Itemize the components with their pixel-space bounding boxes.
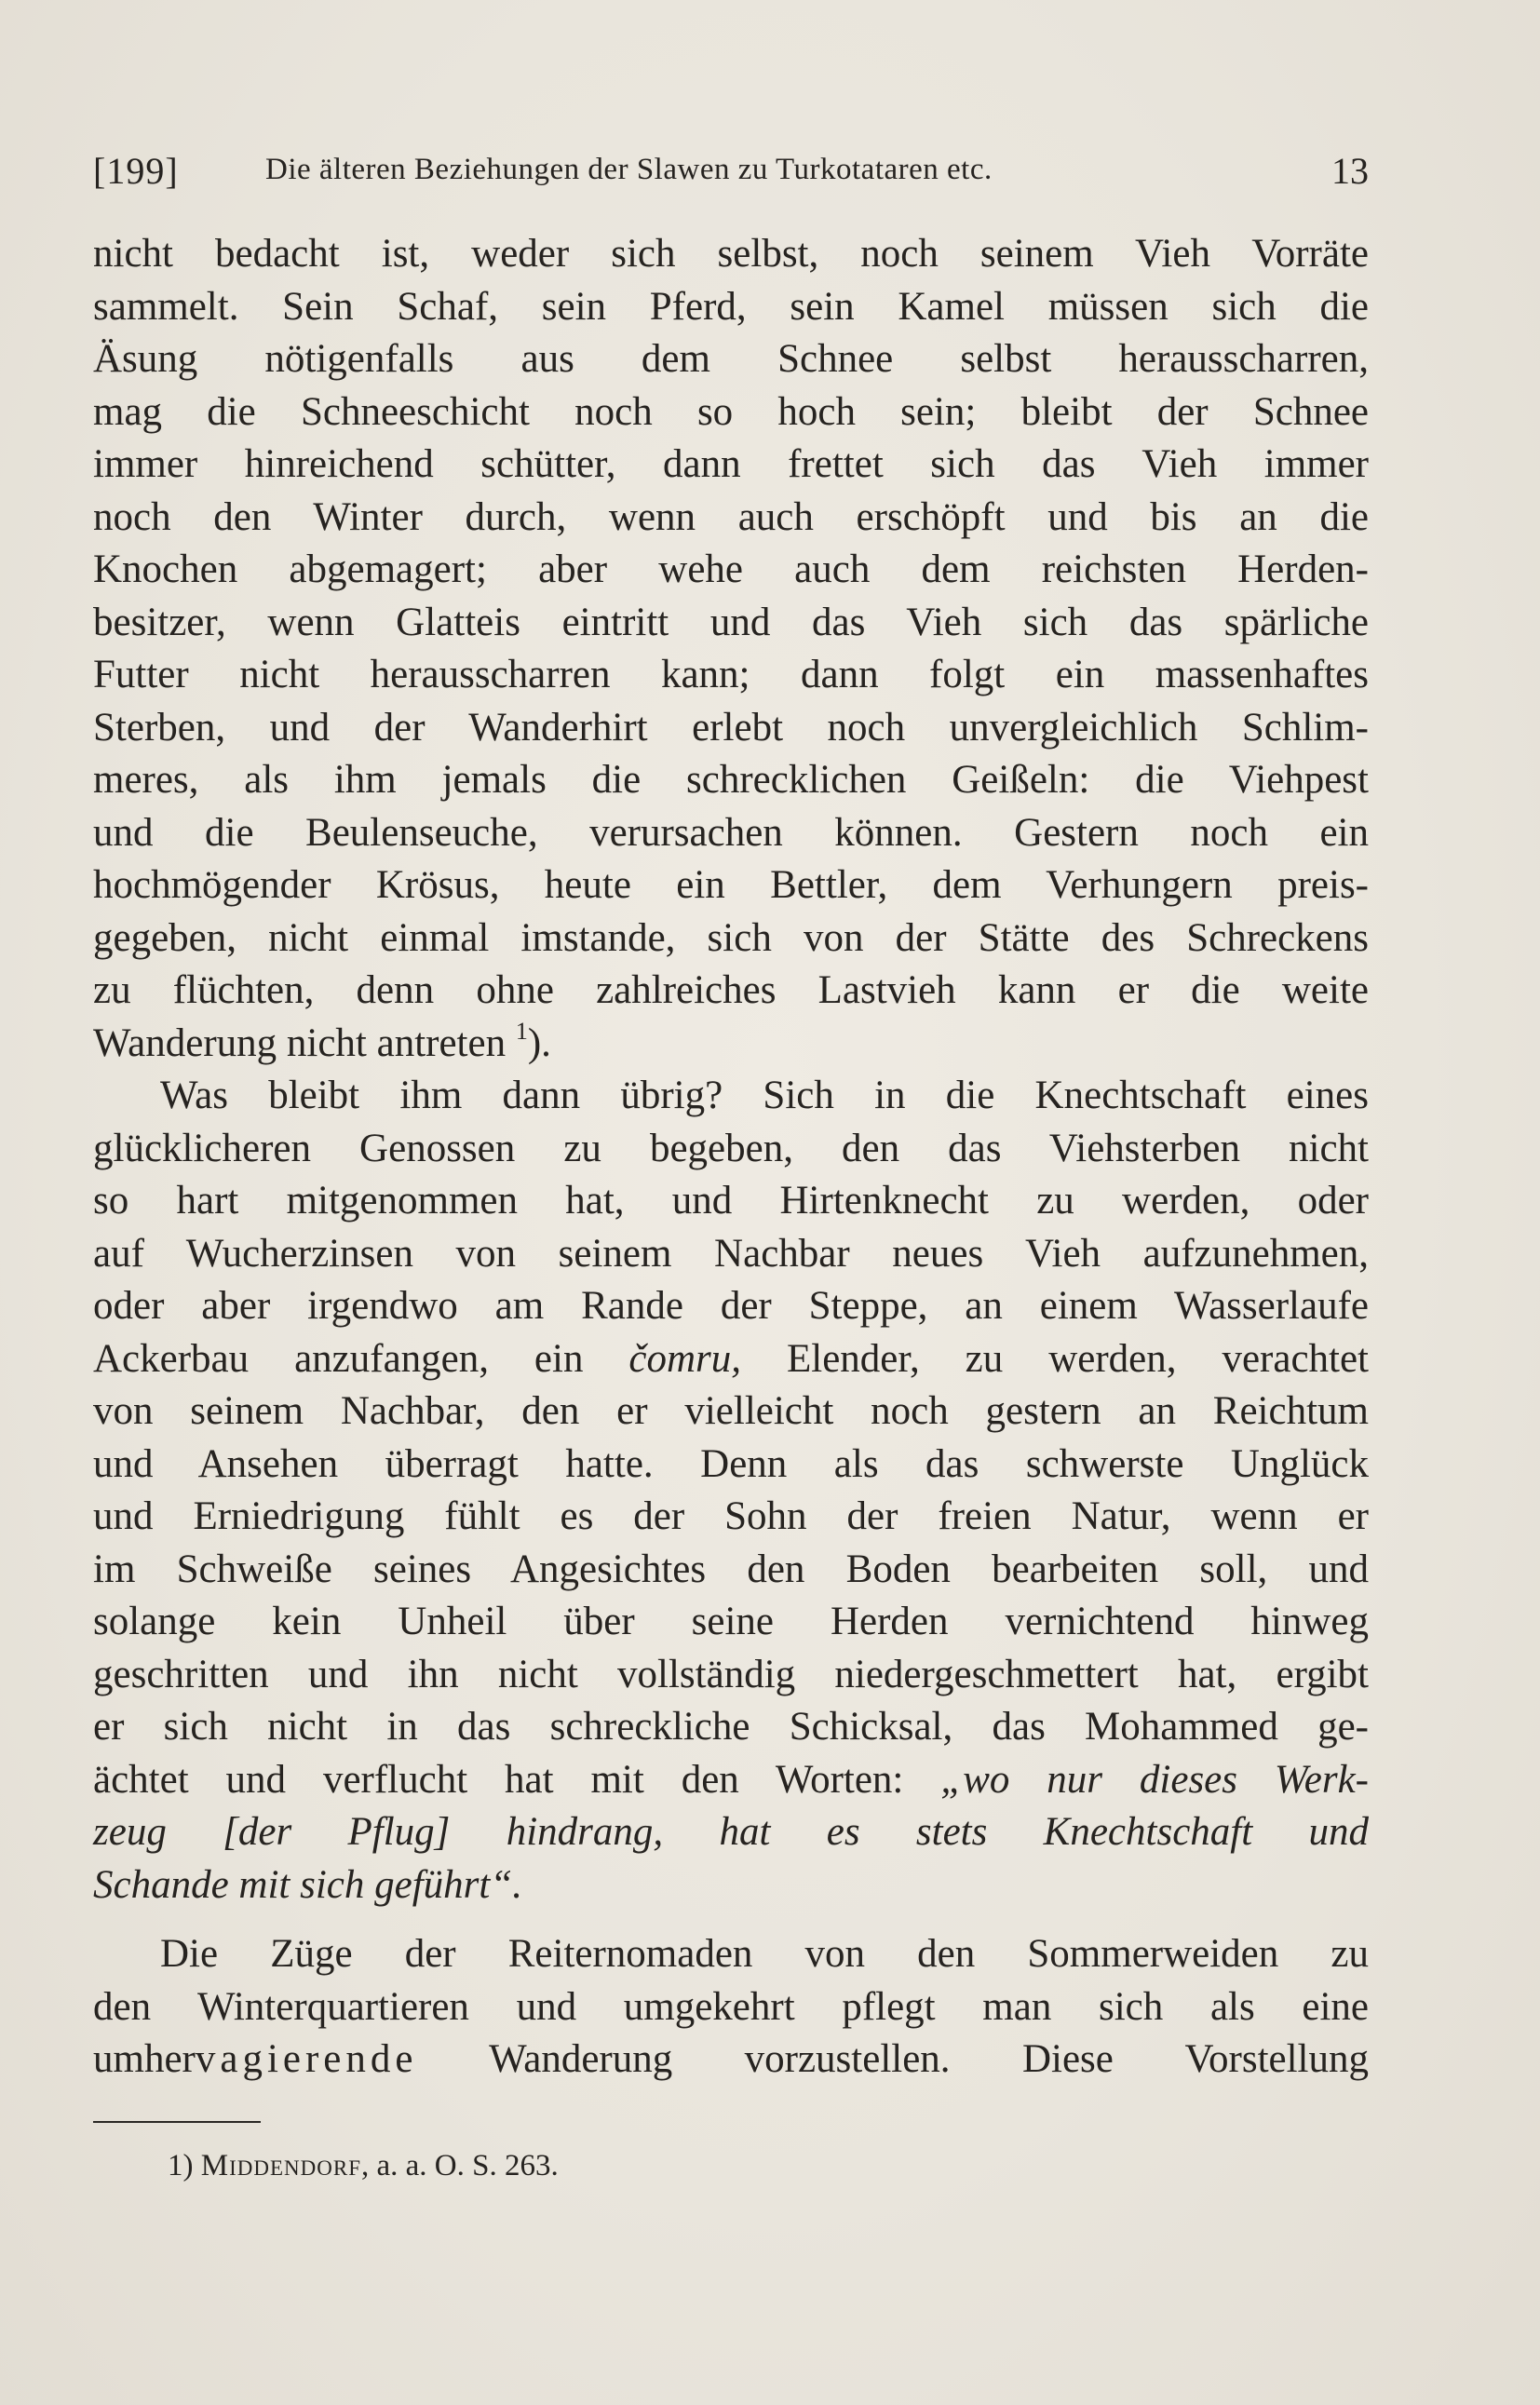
text-line: Sterben, und der Wanderhirt erlebt noch unvergleichlich Schlim-	[93, 705, 1369, 750]
paragraph-gap	[93, 1912, 1369, 1928]
body-text	[93, 228, 1369, 2087]
text-fragment: ächtet und verflucht hat mit den Worten:	[93, 1757, 904, 1802]
text-line	[93, 2033, 1369, 2087]
text-fragment: ).	[527, 1020, 551, 1065]
footnote-marker[interactable]: 1	[515, 1017, 528, 1045]
text-line	[93, 1754, 1369, 1807]
text-line: Knochen abgemagert; aber wehe auch dem reichsten Herden-	[93, 547, 1369, 591]
text-fragment: umher	[93, 2037, 196, 2081]
text-fragment: Ackerbau anzufangen, ein	[93, 1336, 584, 1381]
running-header	[93, 149, 1369, 196]
text-line: nicht bedacht ist, weder sich selbst, noch seinem Vieh Vorräte	[93, 232, 1369, 276]
footnote-author: Middendorf	[200, 2149, 361, 2182]
text-line	[93, 1018, 1369, 1071]
quotation-line: zeug [der Pflug] hindrang, hat es stets Knechtschaft und	[93, 1810, 1369, 1854]
text-line: er sich nicht in das schreckliche Schicksal, das Mohammed ge-	[93, 1705, 1369, 1749]
text-line: gegeben, nicht einmal imstande, sich von der Stätte des Schreckens	[93, 915, 1369, 960]
text-line: den Winterquartieren und umgekehrt pflegt man sich als eine	[93, 1984, 1369, 2029]
text-line: Futter nicht herausscharren kann; dann folgt ein massenhaftes	[93, 653, 1369, 696]
text-line: mag die Schneeschicht noch so hoch sein; bleibt der Schnee	[93, 389, 1369, 434]
italic-term: čomru,	[628, 1336, 742, 1381]
text-line: und Ansehen überragt hatte. Denn als das schwerste Unglück	[93, 1441, 1369, 1486]
text-line: geschritten und ihn nicht vollständig niedergeschmettert hat, ergibt	[93, 1652, 1369, 1696]
page-reference: [199]	[93, 150, 179, 192]
text-line: noch den Winter durch, wenn auch erschöpft und bis an die	[93, 494, 1369, 539]
text-line: solange kein Unheil über seine Herden vernichtend hinweg	[93, 1600, 1369, 1643]
footnote-divider	[93, 2121, 261, 2123]
footnote	[168, 2149, 559, 2183]
text-line: Die Züge der Reiternomaden von den Sommerweiden zu	[160, 1932, 1369, 1976]
running-title: Die älteren Beziehungen der Slawen zu Turkotataren etc.	[265, 153, 993, 186]
text-line: hochmögender Krösus, heute ein Bettler, dem Verhungern preis-	[93, 863, 1369, 907]
text-line: und die Beulenseuche, verursachen können. Gestern noch ein	[93, 810, 1369, 855]
text-line: so hart mitgenommen hat, und Hirtenknecht zu werden, oder	[93, 1179, 1369, 1223]
text-line: zu flüchten, denn ohne zahlreiches Lastvieh kann er die weite	[93, 968, 1369, 1012]
text-fragment: Wanderung vorzustellen. Diese Vorstellung	[489, 2037, 1369, 2081]
quotation-italic: „wo nur dieses Werk-	[940, 1757, 1369, 1802]
text-line: glücklicheren Genossen zu begeben, den das Viehsterben nicht	[93, 1126, 1369, 1170]
text-line: Äsung nötigenfalls aus dem Schnee selbst herausscharren,	[93, 337, 1369, 381]
text-fragment: Wanderung nicht antreten	[93, 1020, 507, 1065]
text-fragment: Elender, zu werden, verachtet	[787, 1336, 1370, 1381]
text-line: oder aber irgendwo am Rande der Steppe, an einem Wasserlaufe	[93, 1284, 1369, 1328]
text-line: immer hinreichend schütter, dann frettet sich das Vieh immer	[93, 442, 1369, 486]
footnote-number: 1)	[168, 2149, 194, 2182]
text-line: von seinem Nachbar, den er vielleicht noch gestern an Reichtum	[93, 1389, 1369, 1433]
text-line: sammelt. Sein Schaf, sein Pferd, sein Kamel müssen sich die	[93, 284, 1369, 329]
text-line: meres, als ihm jemals die schrecklichen Geißeln: die Viehpest	[93, 758, 1369, 802]
text-line	[93, 1333, 1369, 1386]
text-line: im Schweiße seines Angesichtes den Boden bearbeiten soll, und	[93, 1547, 1369, 1591]
text-line: auf Wucherzinsen von seinem Nachbar neues Vieh aufzunehmen,	[93, 1231, 1369, 1276]
text-line: besitzer, wenn Glatteis eintritt und das Vieh sich das spärliche	[93, 600, 1369, 644]
text-line: Was bleibt ihm dann übrig? Sich in die Knechtschaft eines	[160, 1074, 1369, 1117]
footnote-citation: , a. a. O. S. 263.	[360, 2149, 559, 2182]
text-line: und Erniedrigung fühlt es der Sohn der freien Natur, wenn er	[93, 1494, 1369, 1538]
page-number: 13	[1331, 150, 1369, 192]
quotation-line: Schande mit sich geführt“.	[93, 1862, 523, 1907]
spaced-emphasis: vagierende	[195, 2037, 418, 2081]
